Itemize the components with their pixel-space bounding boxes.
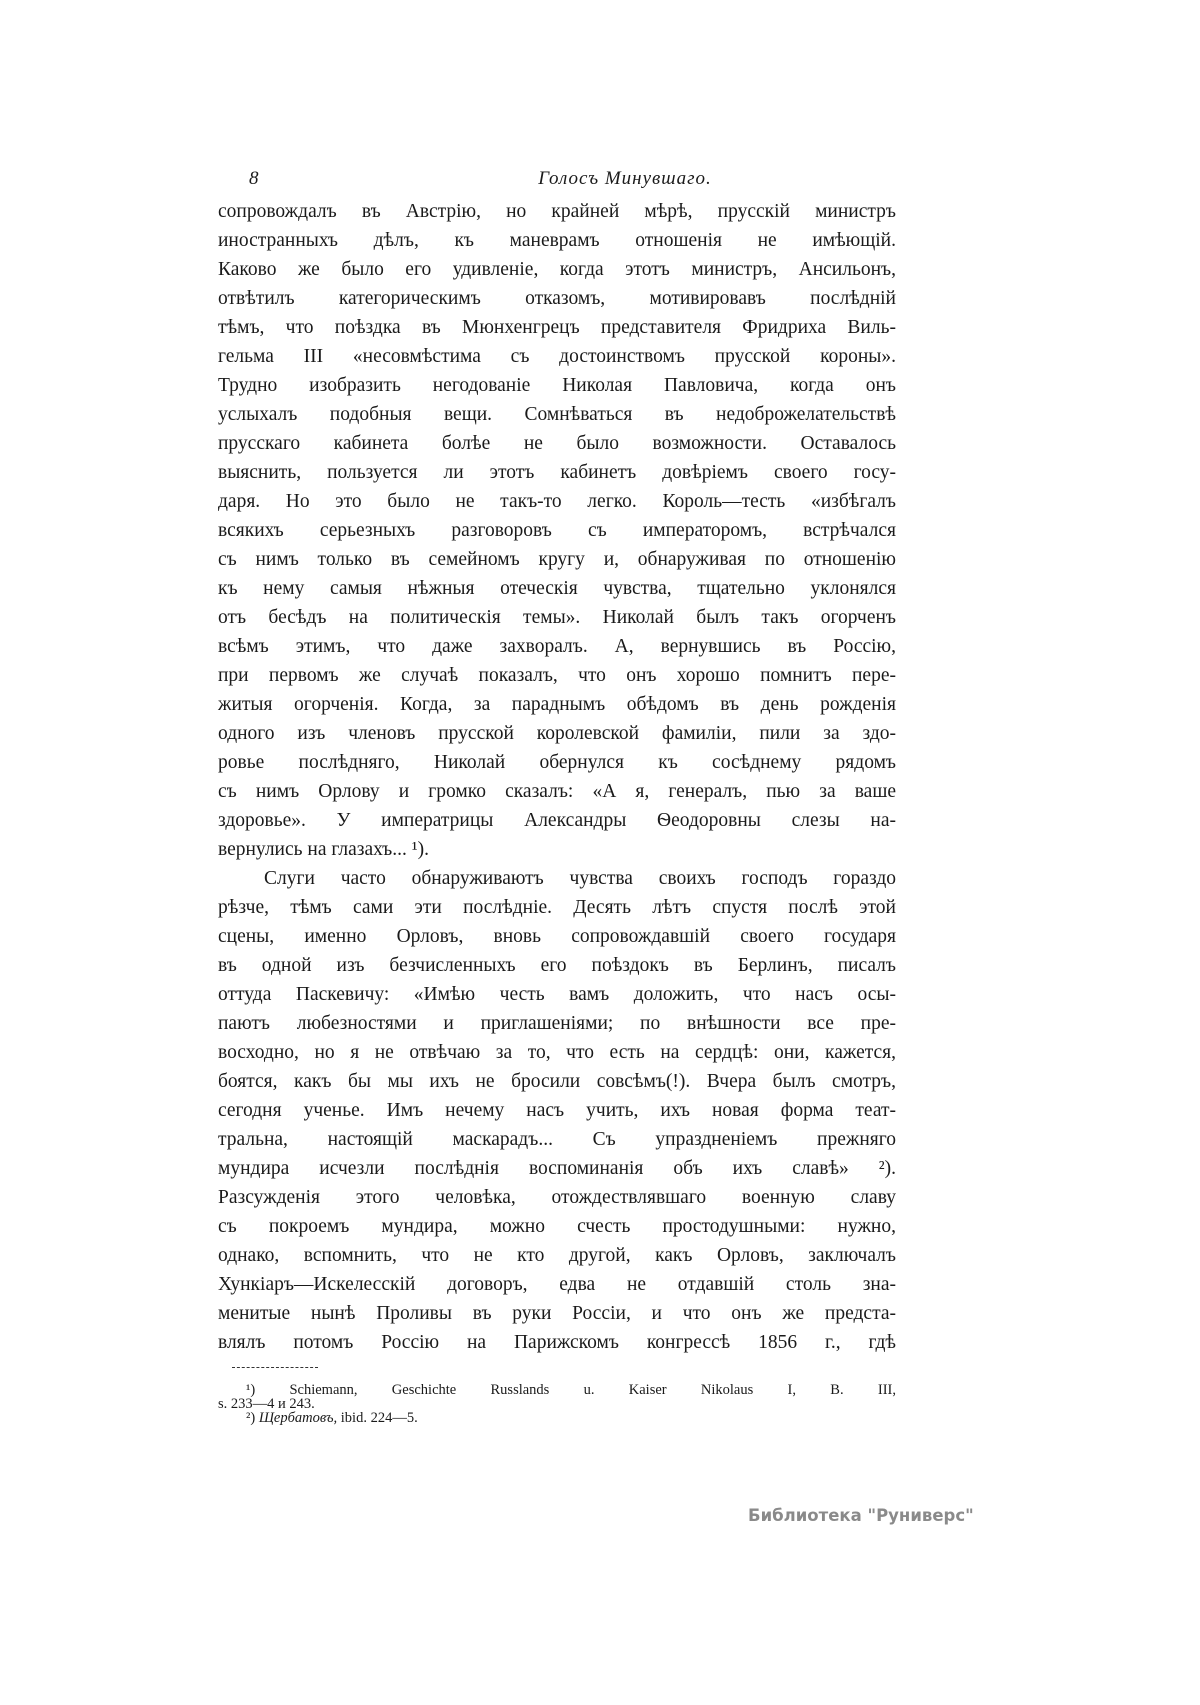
- text-line: здоровье». У императрицы Александры Ѳеодоровны слезы на-: [218, 810, 896, 831]
- text-line: иностранныхъ дѣлъ, къ маневрамъ отношенія не имѣющій.: [218, 230, 896, 251]
- text-line: Трудно изобразить негодованіе Николая Павловича, когда онъ: [218, 375, 896, 396]
- text-line: Хункіаръ—Искелесскій договоръ, едва не отдавшій столь зна-: [218, 1274, 896, 1295]
- text-line: тѣмъ, что поѣздка въ Мюнхенгрецъ представителя Фридриха Виль-: [218, 317, 896, 338]
- text-line: сегодня ученье. Имъ нечему насъ учить, ихъ новая форма теат-: [218, 1100, 896, 1121]
- text-line: вернулись на глазахъ... ¹).: [218, 839, 429, 860]
- text-line: тральна, настоящій маскарадъ... Съ упраздненіемъ прежняго: [218, 1129, 896, 1150]
- text-line: ровье послѣдняго, Николай обернулся къ сосѣднему рядомъ: [218, 752, 896, 773]
- text-line: менитые нынѣ Проливы въ руки Россіи, и что онъ же предста-: [218, 1303, 896, 1324]
- text-line: паютъ любезностями и приглашеніями; по внѣшности все пре-: [218, 1013, 896, 1034]
- text-line: Разсужденія этого человѣка, отождествлявшаго военную славу: [218, 1187, 896, 1208]
- text-line: одного изъ членовъ прусской королевской фамиліи, пили за здо-: [218, 723, 896, 744]
- footnote-1-line-2: s. 233—4 и 243.: [218, 1396, 315, 1412]
- text-line: житыя огорченія. Когда, за параднымъ обѣдомъ въ день рожденія: [218, 694, 896, 715]
- footnote-2-reference: ibid. 224—5.: [340, 1410, 418, 1426]
- text-line: къ нему самыя нѣжныя отеческія чувства, тщательно уклонялся: [218, 578, 896, 599]
- text-line: отъ бесѣдъ на политическія темы». Николай былъ такъ огорченъ: [218, 607, 896, 628]
- text-line: даря. Но это было не такъ-то легко. Король—тесть «избѣгалъ: [218, 491, 896, 512]
- text-line: сцены, именно Орловъ, вновь сопровождавшій своего государя: [218, 926, 896, 947]
- text-line: Слуги часто обнаруживаютъ чувства своихъ господъ гораздо: [264, 868, 896, 889]
- footnote-1-line-1: ¹) Schiemann, Geschichte Russlands u. Kaiser Nikolaus I, B. III,: [246, 1382, 896, 1398]
- text-line: сопровождалъ въ Австрію, но крайней мѣрѣ, прусскій министръ: [218, 201, 896, 222]
- text-line: при первомъ же случаѣ показалъ, что онъ хорошо помнитъ пере-: [218, 665, 896, 686]
- footnote-2-marker: ²): [246, 1410, 256, 1426]
- page-header: [0, 168, 1200, 194]
- text-line: рѣзче, тѣмъ сами эти послѣдніе. Десять лѣтъ спустя послѣ этой: [218, 897, 896, 918]
- text-line: оттуда Паскевичу: «Имѣю честь вамъ доложить, что насъ осы-: [218, 984, 896, 1005]
- text-line: съ нимъ только въ семейномъ кругу и, обнаруживая по отношенію: [218, 549, 896, 570]
- text-line: всякихъ серьезныхъ разговоровъ съ императоромъ, встрѣчался: [218, 520, 896, 541]
- text-line: услыхалъ подобныя вещи. Сомнѣваться въ недоброжелательствѣ: [218, 404, 896, 425]
- body-text: [218, 197, 896, 1357]
- footnotes: [218, 1383, 896, 1425]
- text-line: прусскаго кабинета болѣе не было возможности. Оставалось: [218, 433, 896, 454]
- footnote-2: [218, 1411, 896, 1425]
- text-line: боятся, какъ бы мы ихъ не бросили совсѣмъ(!). Вчера былъ смотръ,: [218, 1071, 896, 1092]
- text-line: однако, вспомнить, что не кто другой, какъ Орловъ, заключалъ: [218, 1245, 896, 1266]
- page-number: 8: [249, 168, 259, 189]
- text-line: съ нимъ Орлову и громко сказалъ: «А я, генералъ, пью за ваше: [218, 781, 896, 802]
- text-line: съ покроемъ мундира, можно счесть простодушными: нужно,: [218, 1216, 896, 1237]
- footnote-separator: [232, 1367, 318, 1368]
- text-line: восходно, но я не отвѣчаю за то, что есть на сердцѣ: они, кажется,: [218, 1042, 896, 1063]
- text-line: мундира исчезли послѣднія воспоминанія объ ихъ славѣ» ²).: [218, 1158, 896, 1179]
- running-title: Голосъ Минувшаго.: [538, 168, 712, 189]
- footnote-2-author: Щербатовъ,: [258, 1410, 338, 1426]
- text-line: отвѣтилъ категорическимъ отказомъ, мотивировавъ послѣдній: [218, 288, 896, 309]
- text-line: гельма III «несовмѣстима съ достоинствомъ прусской короны».: [218, 346, 896, 367]
- library-watermark: Библиотека "Руниверс": [748, 1506, 974, 1525]
- text-line: влялъ потомъ Россію на Парижскомъ конгрессѣ 1856 г., гдѣ: [218, 1332, 896, 1353]
- text-line: выяснить, пользуется ли этотъ кабинетъ довѣріемъ своего госу-: [218, 462, 896, 483]
- text-line: въ одной изъ безчисленныхъ его поѣздокъ въ Берлинъ, писалъ: [218, 955, 896, 976]
- text-line: всѣмъ этимъ, что даже захворалъ. А, вернувшись въ Россію,: [218, 636, 896, 657]
- text-line: Каково же было его удивленіе, когда этотъ министръ, Ансильонъ,: [218, 259, 896, 280]
